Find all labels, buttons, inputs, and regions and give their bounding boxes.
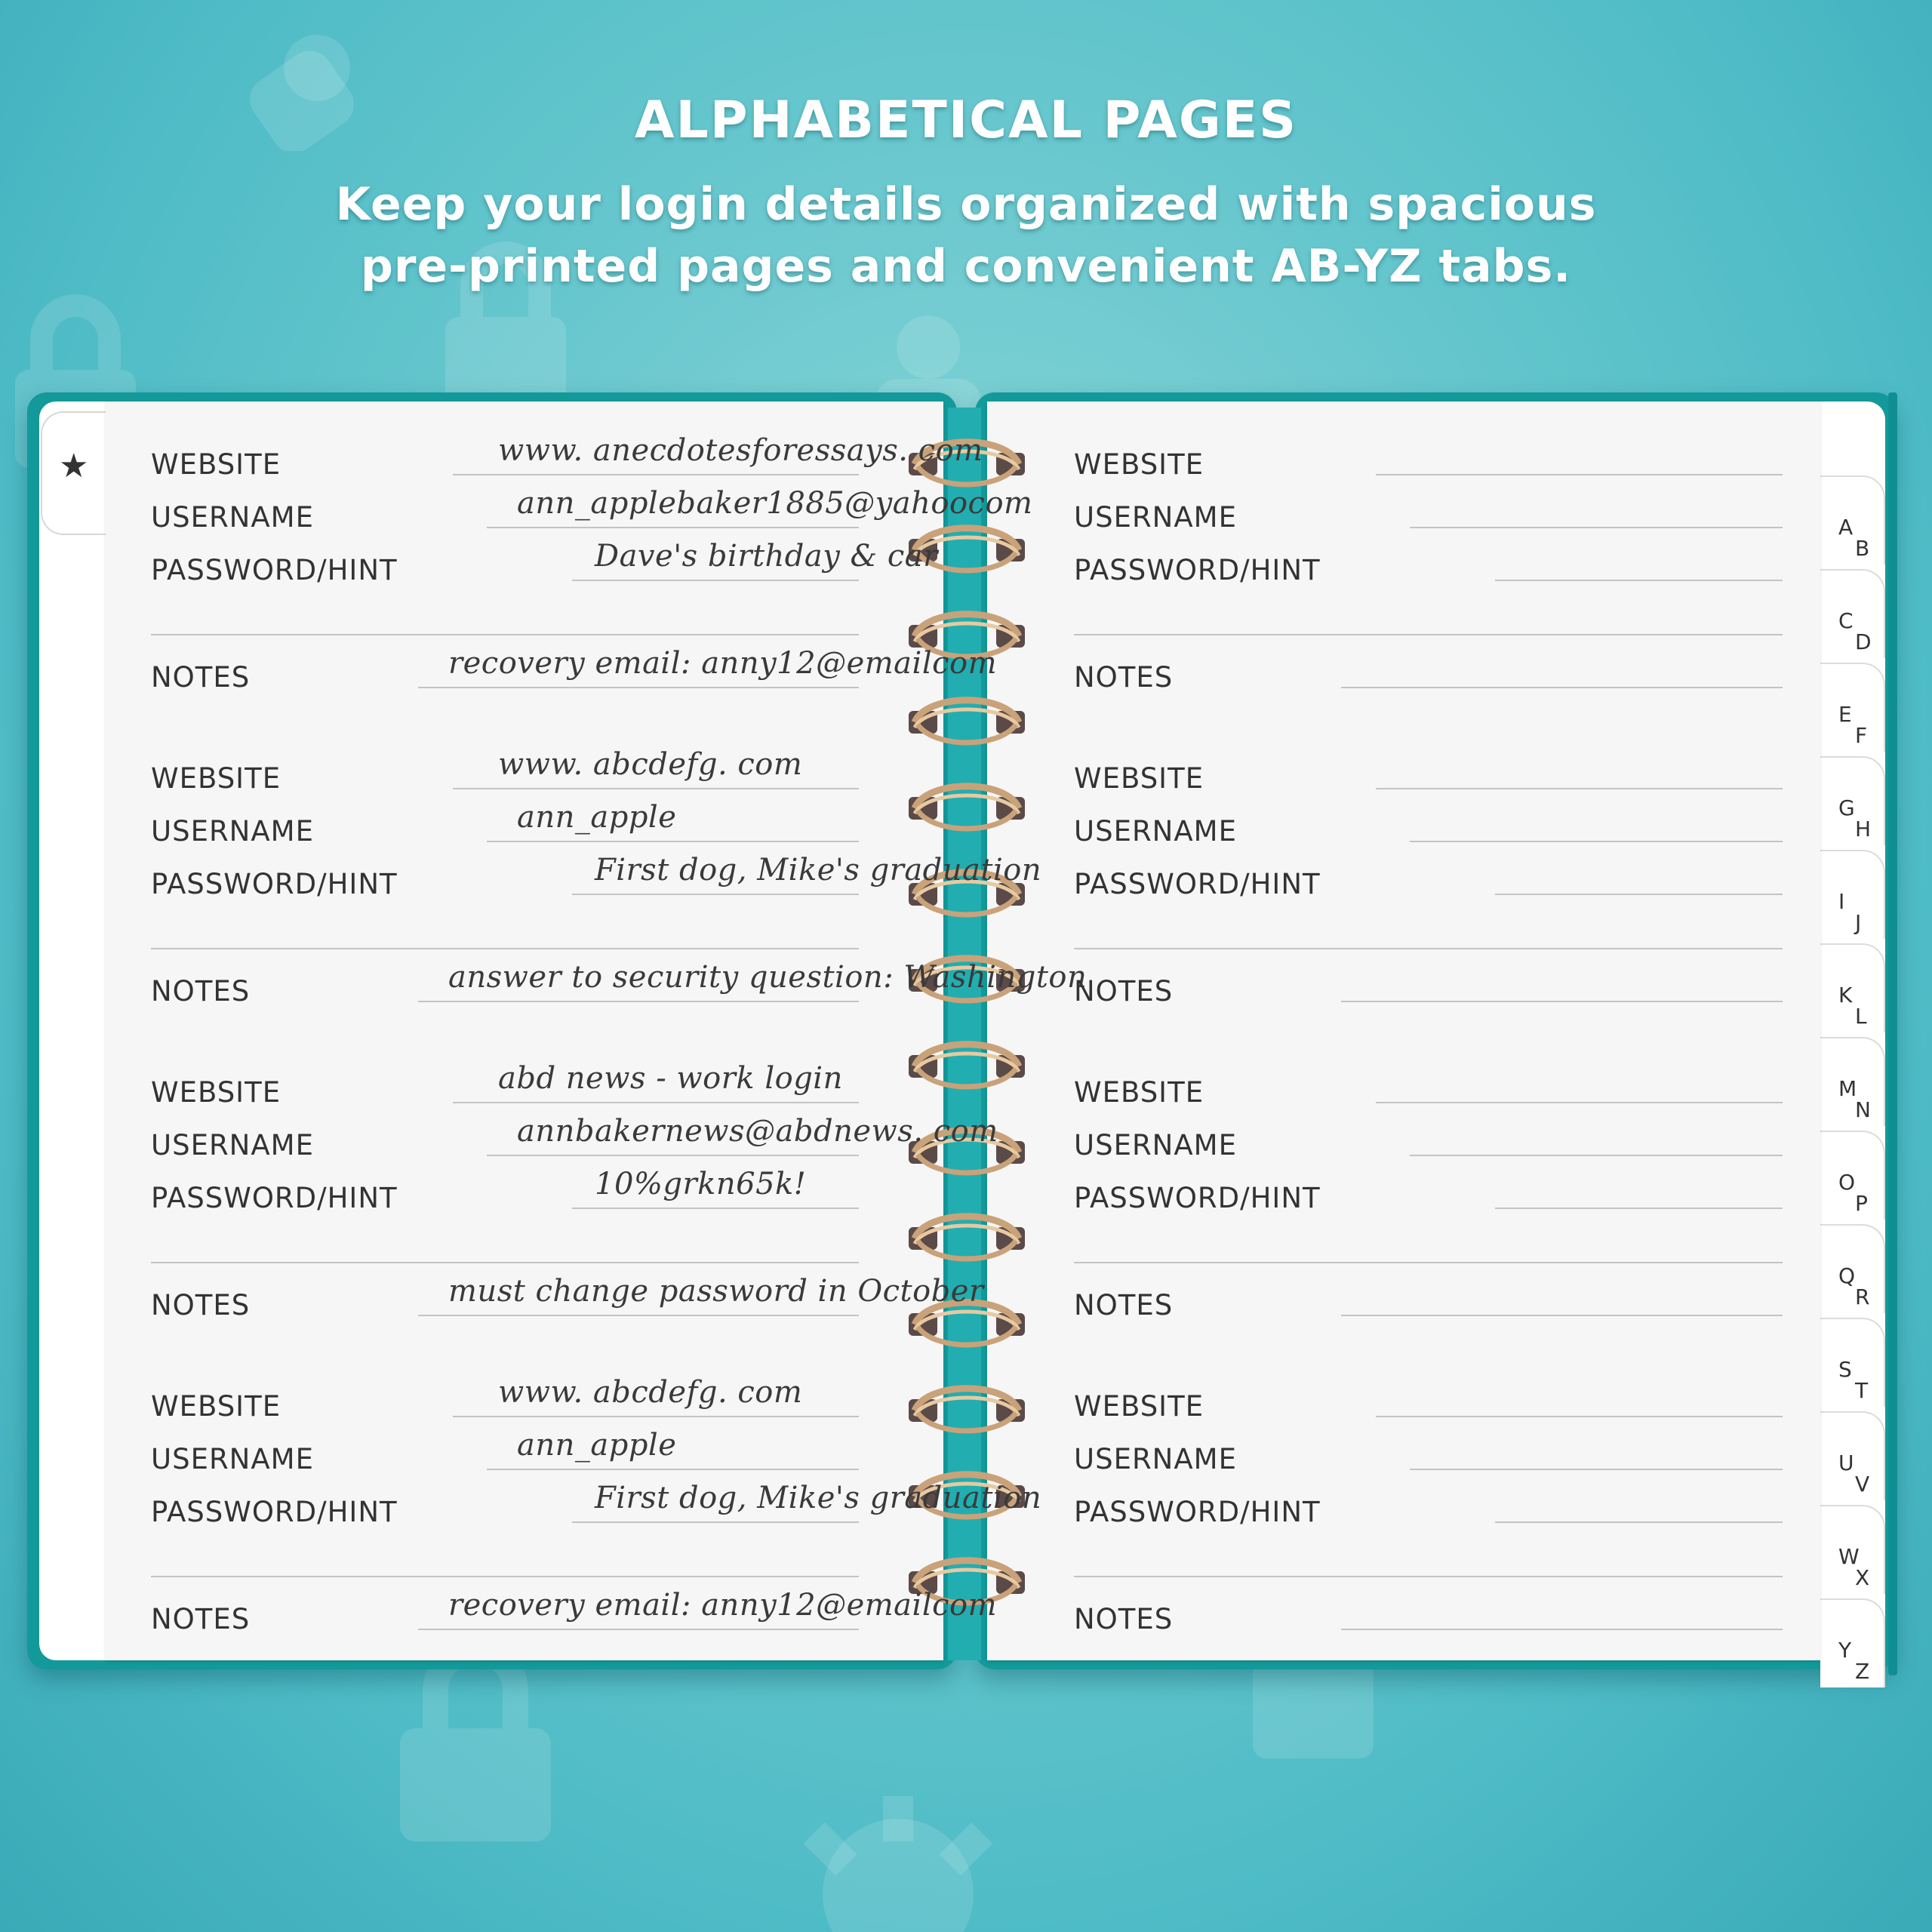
left-notes-line-2	[418, 1001, 859, 1002]
left-blank-line-1	[151, 634, 859, 635]
left-notes-line-1	[418, 687, 859, 688]
left-username-line-1	[487, 527, 859, 528]
left-website-value-1[interactable]: www. anecdotesforessays. com	[498, 433, 983, 468]
tab-letter: X	[1855, 1565, 1870, 1590]
tab-letter: H	[1855, 817, 1872, 841]
left-password-value-4[interactable]: First dog, Mike's graduation	[595, 1481, 1042, 1515]
left-website-value-3[interactable]: abd news - work login	[498, 1061, 843, 1096]
tab-letter: W	[1838, 1544, 1860, 1569]
right-blank-line-3	[1074, 1262, 1783, 1263]
left-notes-value-3[interactable]: must change password in October	[448, 1274, 984, 1309]
right-website-line-4	[1376, 1416, 1783, 1417]
right-username-label-4: USERNAME	[1074, 1443, 1237, 1475]
tab-letter: E	[1838, 702, 1852, 727]
right-password-line-1	[1495, 580, 1783, 581]
right-website-label-4: WEBSITE	[1074, 1390, 1204, 1423]
left-password-value-2[interactable]: First dog, Mike's graduation	[595, 853, 1042, 888]
left-username-label-3: USERNAME	[151, 1129, 314, 1161]
right-username-line-1	[1410, 527, 1783, 528]
right-notes-label-1: NOTES	[1074, 661, 1174, 694]
left-username-label-2: USERNAME	[151, 815, 314, 848]
star-icon: ★	[59, 447, 89, 485]
tab-letter: J	[1855, 910, 1862, 935]
right-password-label-3: PASSWORD/HINT	[1074, 1182, 1321, 1214]
tab-EF[interactable]	[1820, 663, 1885, 752]
left-notes-value-1[interactable]: recovery email: anny12@emailcom	[448, 646, 998, 681]
right-notes-line-4	[1341, 1629, 1783, 1630]
left-blank-line-4	[151, 1576, 859, 1577]
tab-letter: D	[1855, 629, 1872, 654]
left-notes-value-4[interactable]: recovery email: anny12@emailcom	[448, 1588, 998, 1623]
right-username-line-3	[1410, 1155, 1783, 1156]
right-password-line-3	[1495, 1208, 1783, 1209]
left-username-value-1[interactable]: ann_applebaker1885@yahoocom	[517, 486, 1033, 521]
tab-letter: B	[1855, 536, 1870, 561]
left-password-line-1	[572, 580, 859, 581]
tab-letter: Y	[1838, 1638, 1852, 1663]
left-password-line-2	[572, 894, 859, 895]
left-blank-line-2	[151, 948, 859, 949]
right-notes-line-1	[1341, 687, 1783, 688]
left-notes-label-2: NOTES	[151, 975, 251, 1008]
tab-letter: U	[1838, 1451, 1854, 1475]
subheadline-line-1: Keep your login details organized with spacious	[335, 178, 1597, 231]
right-username-label-2: USERNAME	[1074, 815, 1237, 848]
left-password-label-2: PASSWORD/HINT	[151, 868, 398, 900]
left-website-line-2	[453, 788, 859, 789]
right-password-line-4	[1495, 1521, 1783, 1523]
left-username-line-3	[487, 1155, 859, 1156]
tab-letter: S	[1838, 1357, 1852, 1382]
tab-letter: Q	[1838, 1263, 1856, 1288]
right-blank-line-4	[1074, 1576, 1783, 1577]
left-password-value-3[interactable]: 10%grkn65k!	[595, 1167, 807, 1201]
tab-letter: L	[1855, 1004, 1867, 1029]
left-username-value-3[interactable]: annbakernews@abdnews. com	[517, 1114, 998, 1149]
spiral-ring-icon	[904, 774, 1029, 842]
right-notes-label-3: NOTES	[1074, 1289, 1174, 1321]
tab-IJ[interactable]	[1820, 850, 1885, 939]
right-username-label-3: USERNAME	[1074, 1129, 1237, 1161]
right-username-label-1: USERNAME	[1074, 501, 1237, 534]
left-notes-line-3	[418, 1315, 859, 1316]
spiral-ring-icon	[904, 1204, 1029, 1272]
left-username-value-2[interactable]: ann_apple	[517, 800, 677, 835]
tab-letter: N	[1855, 1097, 1871, 1122]
left-notes-value-2[interactable]: answer to security question: Washington	[448, 960, 1088, 995]
right-username-line-2	[1410, 841, 1783, 842]
spiral-ring-icon	[904, 688, 1029, 756]
right-website-line-3	[1376, 1102, 1783, 1103]
left-website-value-2[interactable]: www. abcdefg. com	[498, 747, 803, 782]
right-username-line-4	[1410, 1469, 1783, 1470]
tab-letter: O	[1838, 1170, 1856, 1195]
left-username-label-1: USERNAME	[151, 501, 314, 534]
tab-divider-page	[39, 401, 112, 1660]
left-notes-label-3: NOTES	[151, 1289, 251, 1321]
left-password-line-4	[572, 1521, 859, 1523]
tab-ST[interactable]	[1820, 1318, 1885, 1407]
headline: ALPHABETICAL PAGES	[634, 91, 1298, 150]
right-password-line-2	[1495, 894, 1783, 895]
gear-icon	[800, 1796, 996, 1932]
spiral-ring-icon	[904, 1377, 1029, 1444]
right-notes-label-4: NOTES	[1074, 1603, 1174, 1635]
tab-letter: I	[1838, 889, 1845, 914]
right-password-label-4: PASSWORD/HINT	[1074, 1496, 1321, 1528]
left-username-value-4[interactable]: ann_apple	[517, 1428, 677, 1463]
left-website-label-4: WEBSITE	[151, 1390, 281, 1423]
left-notes-label-4: NOTES	[151, 1603, 251, 1635]
left-password-value-1[interactable]: Dave's birthday & car	[595, 539, 938, 574]
left-website-label-2: WEBSITE	[151, 762, 281, 795]
tab-letter: Z	[1855, 1659, 1870, 1684]
right-notes-line-2	[1341, 1001, 1783, 1002]
left-password-label-4: PASSWORD/HINT	[151, 1496, 398, 1528]
right-password-label-1: PASSWORD/HINT	[1074, 554, 1321, 586]
right-website-label-2: WEBSITE	[1074, 762, 1204, 795]
tab-letter: C	[1838, 608, 1854, 633]
left-notes-line-4	[418, 1629, 859, 1630]
right-blank-line-1	[1074, 634, 1783, 635]
tab-letter: A	[1838, 515, 1854, 540]
tab-KL[interactable]	[1820, 943, 1885, 1032]
left-password-line-3	[572, 1208, 859, 1209]
left-username-line-2	[487, 841, 859, 842]
right-website-label-1: WEBSITE	[1074, 448, 1204, 481]
right-notes-label-2: NOTES	[1074, 975, 1174, 1008]
left-blank-line-3	[151, 1262, 859, 1263]
tab-letter: R	[1855, 1284, 1870, 1309]
left-website-line-3	[453, 1102, 859, 1103]
tab-letter: F	[1855, 723, 1868, 748]
spiral-ring-icon	[904, 1032, 1029, 1100]
right-website-label-3: WEBSITE	[1074, 1076, 1204, 1109]
right-blank-line-2	[1074, 948, 1783, 949]
elastic-band	[1888, 392, 1897, 1675]
right-website-line-2	[1376, 788, 1783, 789]
tab-letter: M	[1838, 1076, 1857, 1101]
tab-letter: G	[1838, 795, 1855, 820]
tab-letter: T	[1855, 1378, 1869, 1403]
left-password-label-1: PASSWORD/HINT	[151, 554, 398, 586]
right-password-label-2: PASSWORD/HINT	[1074, 868, 1321, 900]
right-notes-line-3	[1341, 1315, 1783, 1316]
left-username-line-4	[487, 1469, 859, 1470]
tab-letter: K	[1838, 983, 1853, 1008]
left-password-label-3: PASSWORD/HINT	[151, 1182, 398, 1214]
left-website-label-3: WEBSITE	[151, 1076, 281, 1109]
tab-letter: P	[1855, 1191, 1868, 1216]
left-username-label-4: USERNAME	[151, 1443, 314, 1475]
left-website-label-1: WEBSITE	[151, 448, 281, 481]
left-website-line-4	[453, 1416, 859, 1417]
left-website-value-4[interactable]: www. abcdefg. com	[498, 1375, 803, 1410]
left-notes-label-1: NOTES	[151, 661, 251, 694]
left-website-line-1	[453, 474, 859, 475]
tab-YZ[interactable]	[1820, 1598, 1885, 1687]
right-website-line-1	[1376, 474, 1783, 475]
tab-letter: V	[1855, 1472, 1870, 1497]
subheadline-line-2: pre-printed pages and convenient AB-YZ tabs.	[360, 240, 1572, 293]
